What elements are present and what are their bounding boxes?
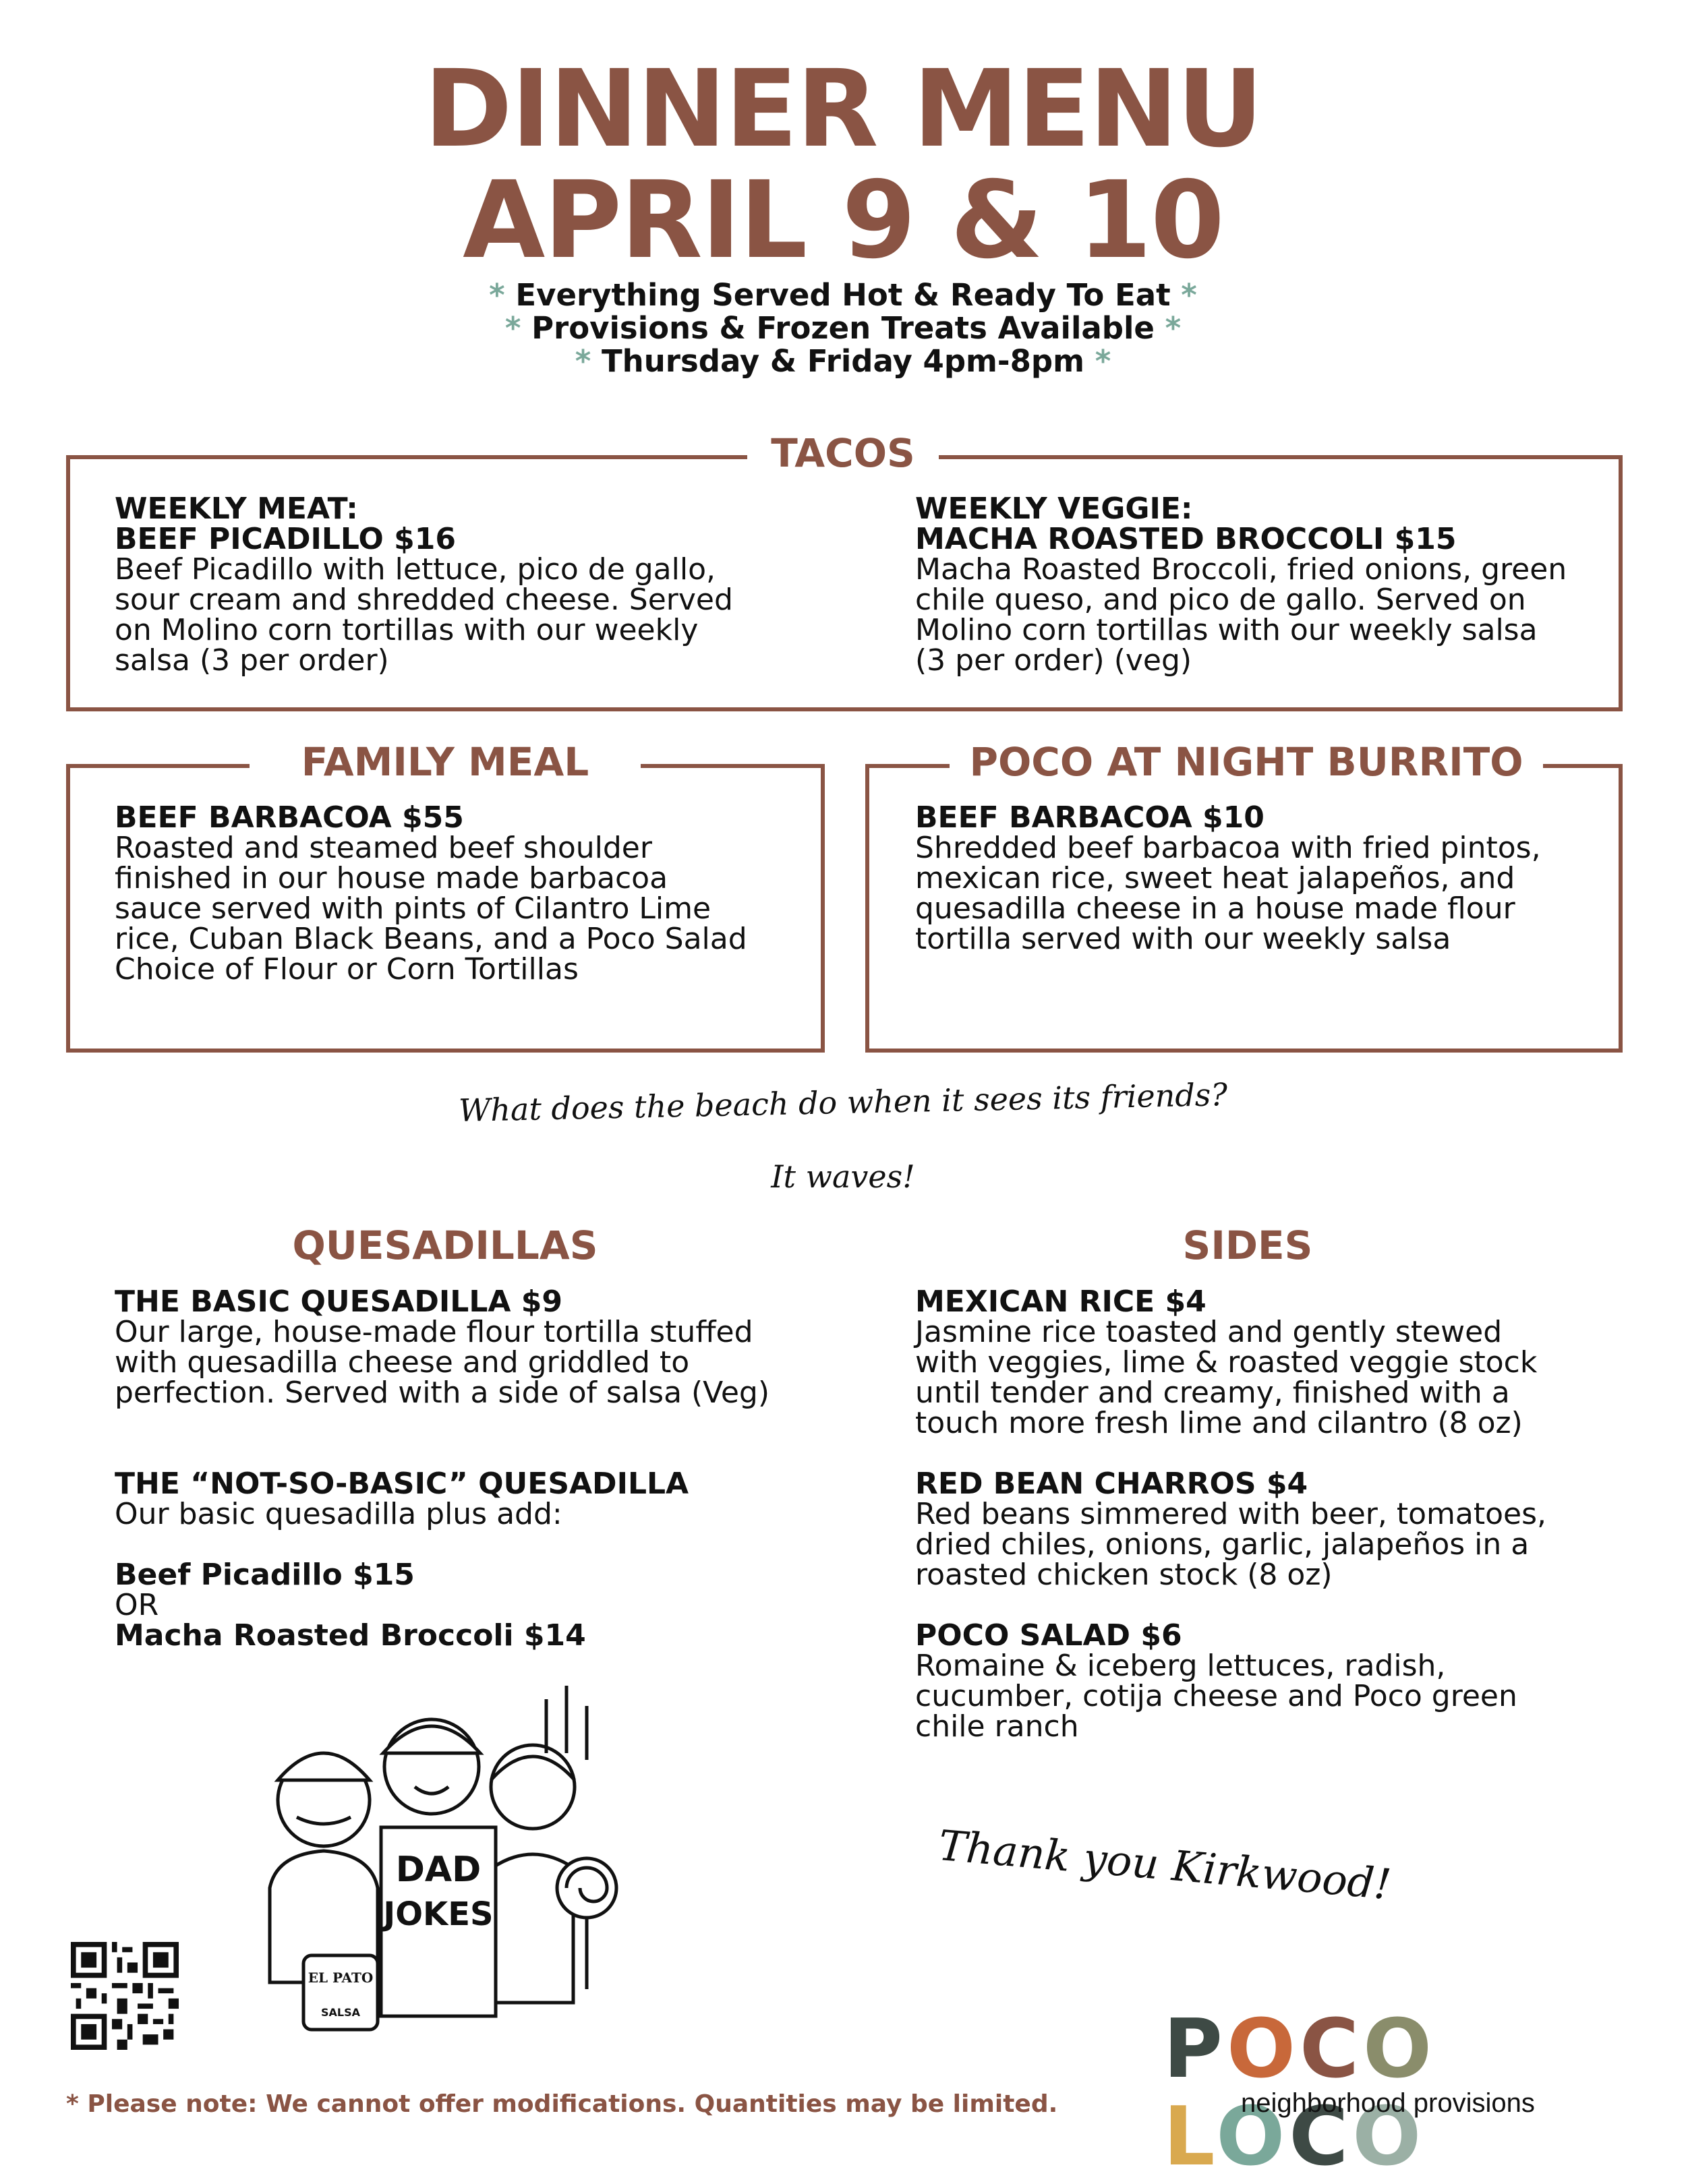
desc-line: until tender and creamy, finished with a	[915, 1376, 1510, 1410]
tagline: * Thursday & Friday 4pm-8pm *	[575, 343, 1111, 379]
notsobasic-quesadilla-name: THE “NOT-SO-BASIC” QUESADILLA	[115, 1467, 689, 1501]
desc-line: rice, Cuban Black Beans, and a Poco Salad	[115, 922, 747, 956]
family-meal-item	[115, 802, 816, 984]
weekly-veggie-name: MACHA ROASTED BROCCOLI $15	[915, 522, 1457, 556]
desc-line: with quesadilla cheese and griddled to	[115, 1345, 690, 1380]
can-label: SALSA	[320, 2006, 361, 2019]
burrito-name: BEEF BARBACOA $10	[915, 800, 1264, 835]
desc-line: touch more fresh lime and cilantro (8 oz)	[915, 1406, 1523, 1440]
weekly-meat-name: BEEF PICADILLO $16	[115, 522, 456, 556]
quesadillas-section	[115, 1287, 843, 1651]
sign-text: JOKES	[383, 1895, 494, 1933]
desc-line: Macha Roasted Broccoli, fried onions, green	[915, 552, 1567, 587]
sides-heading: SIDES	[1182, 1222, 1313, 1268]
logo-letter: O	[1226, 2003, 1300, 2096]
tagline: * Everything Served Hot & Ready To Eat *	[489, 277, 1197, 313]
burrito-label: POCO AT NIGHT BURRITO	[950, 740, 1543, 784]
desc-line: chile queso, and pico de gallo. Served on	[915, 583, 1526, 617]
dad-jokes-illustration	[250, 1686, 641, 2036]
notsobasic-desc: Our basic quesadilla plus add:	[115, 1497, 562, 1531]
logo-letter: C	[1289, 2090, 1353, 2184]
desc-line: Choice of Flour or Corn Tortillas	[115, 952, 579, 986]
desc-line: on Molino corn tortillas with our weekly	[115, 613, 699, 647]
desc-line: sour cream and shredded cheese. Served	[115, 583, 733, 617]
menu-date: APRIL 9 & 10	[463, 158, 1223, 283]
menu-title: DINNER MENU	[424, 47, 1262, 171]
desc-line: Shredded beef barbacoa with fried pintos,	[915, 831, 1541, 865]
desc-line: salsa (3 per order)	[115, 643, 389, 678]
footer-note: * Please note: We cannot offer modifications. Quantities may be limited.	[66, 2090, 1058, 2118]
man-cap	[278, 1753, 370, 1780]
desc-line: sauce served with pints of Cilantro Lime	[115, 891, 711, 926]
logo-letter: O	[1216, 2090, 1289, 2184]
desc-line: Roasted and steamed beef shoulder	[115, 831, 652, 865]
addon-or: OR	[115, 1588, 159, 1622]
desc-line: tortilla served with our weekly salsa	[915, 922, 1451, 956]
family-meal-label: FAMILY MEAL	[250, 740, 641, 784]
joke-answer: It waves!	[771, 1158, 915, 1195]
qr-modules	[71, 1942, 179, 2050]
addon-option: Beef Picadillo $15	[115, 1558, 415, 1592]
boy-cap	[383, 1726, 480, 1753]
desc-line: finished in our house made barbacoa	[115, 861, 668, 895]
logo-letter: O	[1363, 2003, 1436, 2096]
tagline: * Provisions & Frozen Treats Available *	[504, 310, 1182, 346]
desc-line: chile ranch	[915, 1709, 1079, 1744]
can-label: EL PATO	[308, 1970, 374, 1986]
desc-line: Jasmine rice toasted and gently stewed	[915, 1315, 1503, 1349]
desc-line: Our large, house-made flour tortilla stuffed	[115, 1315, 753, 1349]
side-name: POCO SALAD $6	[915, 1618, 1182, 1653]
desc-line: perfection. Served with a side of salsa (Veg)	[115, 1376, 770, 1410]
desc-line: Beef Picadillo with lettuce, pico de gallo,	[115, 552, 716, 587]
tacos-label: TACOS	[747, 432, 939, 475]
weekly-meat	[115, 494, 789, 676]
weekly-meat-kicker: WEEKLY MEAT:	[115, 492, 358, 526]
desc-line: Romaine & iceberg lettuces, radish,	[915, 1649, 1446, 1683]
burrito-item	[915, 802, 1617, 954]
desc-line: cucumber, cotija cheese and Poco green	[915, 1679, 1517, 1713]
logo-tagline: neighborhood provisions	[1241, 2088, 1535, 2118]
sides-section	[915, 1287, 1644, 1742]
logo-letter: C	[1299, 2003, 1364, 2096]
desc-line: (3 per order) (veg)	[915, 643, 1192, 678]
logo-letter: L	[1163, 2090, 1217, 2184]
basic-quesadilla-name: THE BASIC QUESADILLA $9	[115, 1285, 562, 1319]
quesadillas-heading: QUESADILLAS	[292, 1222, 598, 1268]
joke-question: What does the beach do when it sees its friends?	[458, 1076, 1228, 1129]
desc-line: mexican rice, sweet heat jalapeños, and	[915, 861, 1515, 895]
thank-you-note: Thank you Kirkwood!	[936, 1821, 1393, 1910]
weekly-veggie	[915, 494, 1617, 676]
qr-code[interactable]	[71, 1942, 179, 2050]
desc-line: with veggies, lime & roasted veggie stock	[915, 1345, 1538, 1380]
desc-line: roasted chicken stock (8 oz)	[915, 1558, 1333, 1592]
family-meal-name: BEEF BARBACOA $55	[115, 800, 464, 835]
logo-letter: P	[1163, 2003, 1227, 2096]
weekly-veggie-kicker: WEEKLY VEGGIE:	[915, 492, 1193, 526]
desc-line: Molino corn tortillas with our weekly salsa	[915, 613, 1538, 647]
addon-option: Macha Roasted Broccoli $14	[115, 1618, 586, 1653]
side-name: RED BEAN CHARROS $4	[915, 1467, 1308, 1501]
desc-line: dried chiles, onions, garlic, jalapeños in a	[915, 1527, 1530, 1562]
sign-text: DAD	[395, 1850, 482, 1890]
side-name: MEXICAN RICE $4	[915, 1285, 1207, 1319]
logo-letter: O	[1352, 2090, 1426, 2184]
desc-line: quesadilla cheese in a house made flour	[915, 891, 1515, 926]
desc-line: Red beans simmered with beer, tomatoes,	[915, 1497, 1547, 1531]
